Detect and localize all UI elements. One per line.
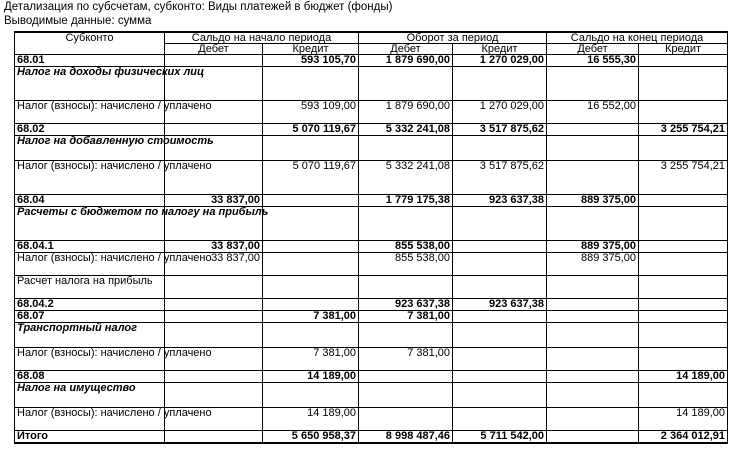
turnover-credit-cell [453, 136, 547, 161]
account-row [15, 311, 728, 323]
end-debit-cell [547, 207, 639, 241]
end-credit-cell [639, 55, 728, 67]
end-credit-cell: 14 189,00 [639, 371, 728, 383]
subkonto-cell: Итого [15, 431, 165, 444]
start-credit-cell [263, 299, 359, 311]
end-credit-cell: 2 364 012,91 [639, 431, 728, 444]
end-credit-cell: 3 255 754,21 [639, 161, 728, 195]
end-credit-cell: 3 255 754,21 [639, 124, 728, 136]
end-debit-cell [547, 299, 639, 311]
report-output-data: Выводимые данные: сумма [4, 15, 152, 27]
tax-type-row [15, 67, 728, 101]
turnover-credit-cell: 5 711 542,00 [453, 431, 547, 444]
end-debit-cell [547, 323, 639, 348]
end-credit-cell [639, 299, 728, 311]
turnover-debit-cell: 7 381,00 [359, 311, 453, 323]
start-debit-cell: 33 837,00 [165, 241, 263, 253]
end-credit-cell [639, 241, 728, 253]
end-debit-cell [547, 383, 639, 408]
start-credit-cell: 5 650 958,37 [263, 431, 359, 444]
end-credit-cell [639, 67, 728, 101]
end-debit-cell [547, 136, 639, 161]
col-subkonto-header: Субконто [15, 32, 165, 55]
account-row [15, 55, 728, 67]
start-debit-cell: 33 837,00 [165, 253, 263, 276]
subkonto-cell: 68.01 [15, 55, 165, 67]
turnover-debit-cell [359, 207, 453, 241]
group-turnover-header: Оборот за период [359, 32, 547, 44]
turnover-credit-cell [453, 383, 547, 408]
turnover-debit-cell [359, 383, 453, 408]
subkonto-cell: 68.07 [15, 311, 165, 323]
subkonto-cell: Налог (взносы): начислено / уплачено [15, 253, 165, 276]
group-start-header: Сальдо на начало периода [165, 32, 359, 44]
end-debit-cell: 889 375,00 [547, 253, 639, 276]
turnover-debit-cell [359, 67, 453, 101]
turnover-debit-cell [359, 371, 453, 383]
turnover-debit-cell: 855 538,00 [359, 241, 453, 253]
end-debit-cell [547, 348, 639, 371]
subkonto-cell: 68.04 [15, 195, 165, 207]
total-row [15, 431, 728, 444]
start-debit-cell [165, 431, 263, 444]
start-credit-cell: 7 381,00 [263, 311, 359, 323]
turnover-debit-cell: 923 637,38 [359, 299, 453, 311]
turnover-credit-cell: 3 517 875,62 [453, 161, 547, 195]
turnover-debit-cell [359, 136, 453, 161]
turnover-credit-cell [453, 241, 547, 253]
turnover-credit-cell [453, 276, 547, 299]
turnover-credit-cell: 923 637,38 [453, 299, 547, 311]
turnover-credit-cell [453, 348, 547, 371]
turnover-debit-header: Дебет [359, 44, 453, 55]
end-debit-cell [547, 311, 639, 323]
turnover-credit-cell [453, 371, 547, 383]
start-credit-cell [263, 136, 359, 161]
start-debit-cell [165, 276, 263, 299]
start-debit-cell [165, 383, 263, 408]
end-credit-cell [639, 207, 728, 241]
turnover-debit-cell [359, 276, 453, 299]
subkonto-cell: Налог на доходы физических лиц [15, 67, 165, 101]
start-credit-cell [263, 207, 359, 241]
subkonto-cell: 68.04.1 [15, 241, 165, 253]
start-debit-cell [165, 311, 263, 323]
turnover-credit-cell: 1 270 029,00 [453, 55, 547, 67]
report-body [15, 55, 728, 444]
end-debit-cell [547, 276, 639, 299]
start-credit-cell: 593 109,00 [263, 101, 359, 124]
turnover-debit-cell: 855 538,00 [359, 253, 453, 276]
turnover-debit-cell [359, 323, 453, 348]
start-debit-cell [165, 124, 263, 136]
detail-row [15, 276, 728, 299]
start-credit-cell [263, 195, 359, 207]
account-row [15, 371, 728, 383]
turnover-debit-cell: 1 879 690,00 [359, 55, 453, 67]
detail-row [15, 101, 728, 124]
group-end-header: Сальдо на конец периода [547, 32, 728, 44]
end-debit-cell [547, 431, 639, 444]
subkonto-cell: Налог (взносы): начислено / уплачено [15, 348, 165, 371]
subkonto-cell: Расчет налога на прибыль [15, 276, 165, 299]
end-debit-cell [547, 161, 639, 195]
subkonto-cell: Транспортный налог [15, 323, 165, 348]
start-credit-cell [263, 276, 359, 299]
end-debit-cell [547, 371, 639, 383]
start-credit-cell: 5 070 119,67 [263, 124, 359, 136]
end-credit-cell [639, 195, 728, 207]
turnover-credit-cell [453, 253, 547, 276]
report-table [14, 31, 728, 444]
turnover-debit-cell: 8 998 487,46 [359, 431, 453, 444]
end-credit-cell [639, 323, 728, 348]
turnover-credit-cell [453, 207, 547, 241]
report-title: Детализация по субсчетам, субконто: Виды платежей в бюджет (фонды) [4, 1, 393, 13]
end-credit-header: Кредит [639, 44, 728, 55]
start-credit-cell: 7 381,00 [263, 348, 359, 371]
start-credit-cell: 14 189,00 [263, 371, 359, 383]
tax-type-row [15, 207, 728, 241]
detail-row [15, 161, 728, 195]
start-credit-cell [263, 323, 359, 348]
end-credit-cell [639, 276, 728, 299]
subkonto-cell: 68.02 [15, 124, 165, 136]
end-credit-cell [639, 311, 728, 323]
end-debit-cell: 889 375,00 [547, 195, 639, 207]
end-debit-cell [547, 408, 639, 431]
start-debit-cell [165, 371, 263, 383]
account-row [15, 195, 728, 207]
detail-row [15, 253, 728, 276]
turnover-credit-cell [453, 408, 547, 431]
start-debit-cell [165, 55, 263, 67]
subkonto-cell: Расчеты с бюджетом по налогу на прибыль [15, 207, 165, 241]
start-credit-cell [263, 383, 359, 408]
end-credit-cell [639, 348, 728, 371]
detail-row [15, 348, 728, 371]
end-credit-cell [639, 253, 728, 276]
tax-type-row [15, 323, 728, 348]
turnover-credit-cell: 923 637,38 [453, 195, 547, 207]
end-debit-cell: 889 375,00 [547, 241, 639, 253]
end-credit-cell [639, 383, 728, 408]
start-credit-cell: 5 070 119,67 [263, 161, 359, 195]
end-credit-cell [639, 136, 728, 161]
start-debit-header: Дебет [165, 44, 263, 55]
turnover-debit-cell [359, 408, 453, 431]
turnover-credit-cell: 3 517 875,62 [453, 124, 547, 136]
end-debit-cell [547, 124, 639, 136]
turnover-debit-cell: 5 332 241,08 [359, 161, 453, 195]
account-row [15, 124, 728, 136]
start-debit-cell: 33 837,00 [165, 195, 263, 207]
turnover-debit-cell: 5 332 241,08 [359, 124, 453, 136]
end-debit-header: Дебет [547, 44, 639, 55]
subkonto-cell: Налог (взносы): начислено / уплачено [15, 161, 165, 195]
end-debit-cell: 16 555,30 [547, 55, 639, 67]
turnover-debit-cell: 1 779 175,38 [359, 195, 453, 207]
start-debit-cell [165, 299, 263, 311]
subkonto-cell: Налог на добавленную стоимость [15, 136, 165, 161]
start-credit-cell [263, 67, 359, 101]
detail-row [15, 408, 728, 431]
start-credit-cell [263, 253, 359, 276]
start-debit-cell [165, 323, 263, 348]
subkonto-cell: 68.04.2 [15, 299, 165, 311]
tax-type-row [15, 383, 728, 408]
start-credit-header: Кредит [263, 44, 359, 55]
account-row [15, 299, 728, 311]
turnover-credit-cell [453, 67, 547, 101]
turnover-debit-cell: 7 381,00 [359, 348, 453, 371]
start-credit-cell [263, 241, 359, 253]
turnover-credit-header: Кредит [453, 44, 547, 55]
account-row [15, 241, 728, 253]
end-debit-cell: 16 552,00 [547, 101, 639, 124]
start-credit-cell: 14 189,00 [263, 408, 359, 431]
subkonto-cell: 68.08 [15, 371, 165, 383]
end-credit-cell [639, 101, 728, 124]
turnover-credit-cell [453, 323, 547, 348]
subkonto-cell: Налог (взносы): начислено / уплачено [15, 408, 165, 431]
tax-type-row [15, 136, 728, 161]
end-credit-cell: 14 189,00 [639, 408, 728, 431]
turnover-credit-cell [453, 311, 547, 323]
subkonto-cell: Налог на имущество [15, 383, 165, 408]
start-credit-cell: 593 105,70 [263, 55, 359, 67]
turnover-debit-cell: 1 879 690,00 [359, 101, 453, 124]
turnover-credit-cell: 1 270 029,00 [453, 101, 547, 124]
subkonto-cell: Налог (взносы): начислено / уплачено [15, 101, 165, 124]
end-debit-cell [547, 67, 639, 101]
